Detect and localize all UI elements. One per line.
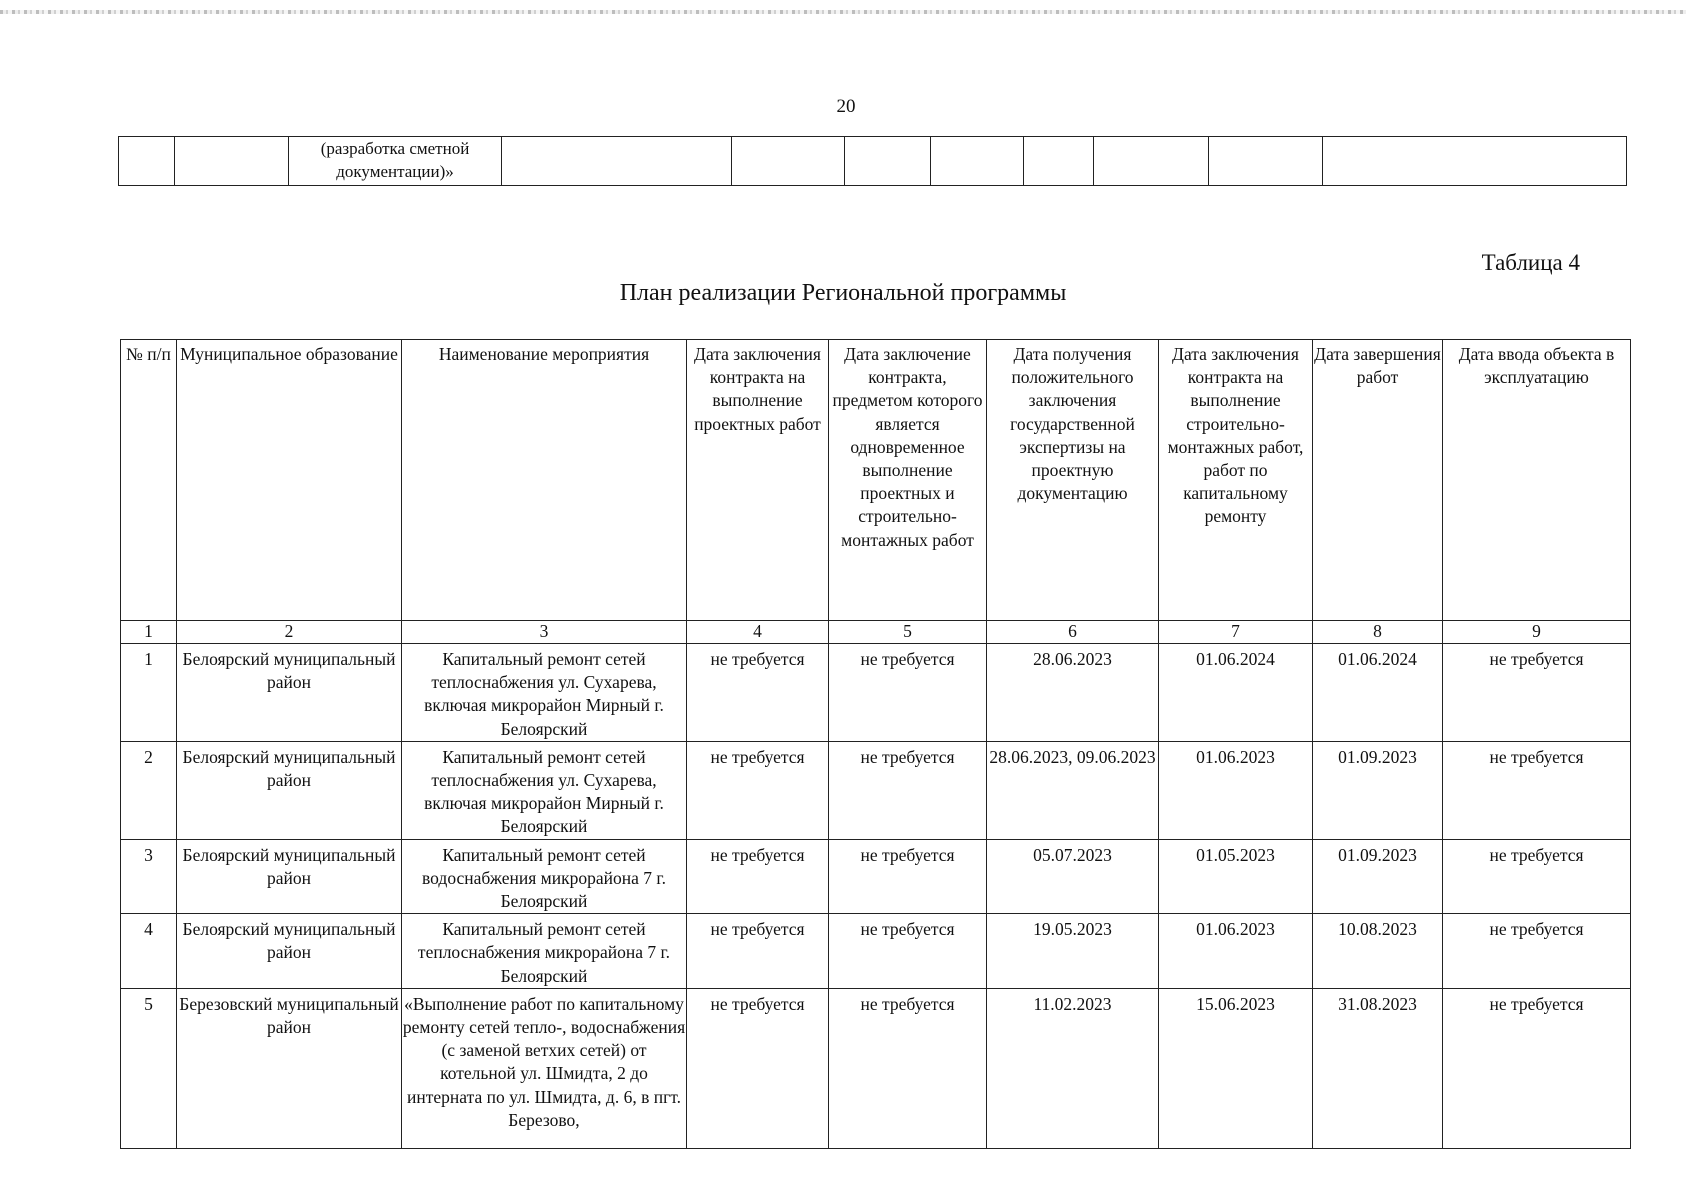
- table-cell: 05.07.2023: [987, 839, 1159, 914]
- header-cell: Дата получения положительного заключения государственной экспертизы на проектную документацию: [987, 340, 1159, 621]
- table-cell: не требуется: [687, 839, 829, 914]
- column-number: 6: [987, 621, 1159, 644]
- column-number: 1: [121, 621, 177, 644]
- table-cell: 28.06.2023: [987, 644, 1159, 742]
- table-row: [121, 644, 1631, 742]
- column-number: 8: [1313, 621, 1443, 644]
- table-cell: 19.05.2023: [987, 914, 1159, 989]
- table-cell: не требуется: [829, 741, 987, 839]
- table-cell: не требуется: [829, 914, 987, 989]
- table-cell: Капитальный ремонт сетей теплоснабжения ул. Сухарева, включая микрорайон Мирный г. Белоярский: [402, 741, 687, 839]
- table-cell: не требуется: [829, 644, 987, 742]
- column-number: 3: [402, 621, 687, 644]
- table-cell: 01.06.2024: [1313, 644, 1443, 742]
- table-cell: 10.08.2023: [1313, 914, 1443, 989]
- table-cell: 01.06.2023: [1159, 914, 1313, 989]
- table-title: План реализации Региональной программы: [619, 280, 1067, 306]
- table-cell: 01.09.2023: [1313, 839, 1443, 914]
- table-cell: 01.09.2023: [1313, 741, 1443, 839]
- table-cell: не требуется: [1443, 644, 1631, 742]
- column-number: 9: [1443, 621, 1631, 644]
- column-number: 7: [1159, 621, 1313, 644]
- column-number-row: [121, 621, 1631, 644]
- table-cell: 01.05.2023: [1159, 839, 1313, 914]
- table-cell: не требуется: [1443, 988, 1631, 1148]
- table-cell: не требуется: [829, 988, 987, 1148]
- table-cell: Белоярский муниципальный район: [177, 839, 402, 914]
- header-cell: Наименование мероприятия: [402, 340, 687, 621]
- table-cell: 11.02.2023: [987, 988, 1159, 1148]
- table-cell: Капитальный ремонт сетей теплоснабжения ул. Сухарева, включая микрорайон Мирный г. Белоярский: [402, 644, 687, 742]
- table-row: [121, 988, 1631, 1148]
- table-cell: 01.06.2024: [1159, 644, 1313, 742]
- table-cell: 15.06.2023: [1159, 988, 1313, 1148]
- table-cell: не требуется: [687, 914, 829, 989]
- table-row: [121, 839, 1631, 914]
- table-cell: Белоярский муниципальный район: [177, 741, 402, 839]
- header-cell: Дата ввода объекта в эксплуатацию: [1443, 340, 1631, 621]
- table-cell: «Выполнение работ по капитальному ремонту сетей тепло-, водоснабжения (с заменой ветхих сетей) от котельной ул. Шмидта, 2 до интерната по ул. Шмидта, д. 6, в пгт. Березово,: [402, 988, 687, 1148]
- table-cell: 2: [121, 741, 177, 839]
- previous-table-text: (разработка сметной документации)»: [289, 137, 502, 186]
- page-number: 20: [836, 96, 856, 117]
- table-cell: не требуется: [1443, 741, 1631, 839]
- table-cell: 4: [121, 914, 177, 989]
- header-cell: Дата заключения контракта на выполнение строительно-монтажных работ, работ по капитальному ремонту: [1159, 340, 1313, 621]
- table-row: [121, 741, 1631, 839]
- table-cell: 5: [121, 988, 177, 1148]
- table-caption: Таблица 4: [1481, 250, 1580, 275]
- header-row: [121, 340, 1631, 621]
- table-cell: Белоярский муниципальный район: [177, 644, 402, 742]
- table-cell: не требуется: [1443, 914, 1631, 989]
- table-cell: не требуется: [687, 988, 829, 1148]
- column-number: 2: [177, 621, 402, 644]
- table-cell: Капитальный ремонт сетей водоснабжения микрорайона 7 г. Белоярский: [402, 839, 687, 914]
- previous-table-row: [119, 137, 1627, 186]
- header-cell: Дата заключения контракта на выполнение проектных работ: [687, 340, 829, 621]
- table-row: [121, 914, 1631, 989]
- table-cell: 3: [121, 839, 177, 914]
- header-cell: Дата завершения работ: [1313, 340, 1443, 621]
- header-cell: № п/п: [121, 340, 177, 621]
- table-cell: Белоярский муниципальный район: [177, 914, 402, 989]
- table-cell: 01.06.2023: [1159, 741, 1313, 839]
- table-cell: Березовский муниципальный район: [177, 988, 402, 1148]
- table-cell: Капитальный ремонт сетей теплоснабжения микрорайона 7 г. Белоярский: [402, 914, 687, 989]
- table-cell: 28.06.2023, 09.06.2023: [987, 741, 1159, 839]
- previous-table-fragment: [118, 136, 1627, 186]
- table-cell: 31.08.2023: [1313, 988, 1443, 1148]
- header-cell: Муниципальное образование: [177, 340, 402, 621]
- table-cell: не требуется: [687, 741, 829, 839]
- header-cell: Дата заключение контракта, предметом которого является одновременное выполнение проектных и строительно-монтажных работ: [829, 340, 987, 621]
- scan-edge: [0, 10, 1686, 14]
- table-cell: не требуется: [829, 839, 987, 914]
- table-cell: не требуется: [687, 644, 829, 742]
- column-number: 4: [687, 621, 829, 644]
- table-cell: 1: [121, 644, 177, 742]
- implementation-plan-table: [120, 339, 1631, 1149]
- column-number: 5: [829, 621, 987, 644]
- table-cell: не требуется: [1443, 839, 1631, 914]
